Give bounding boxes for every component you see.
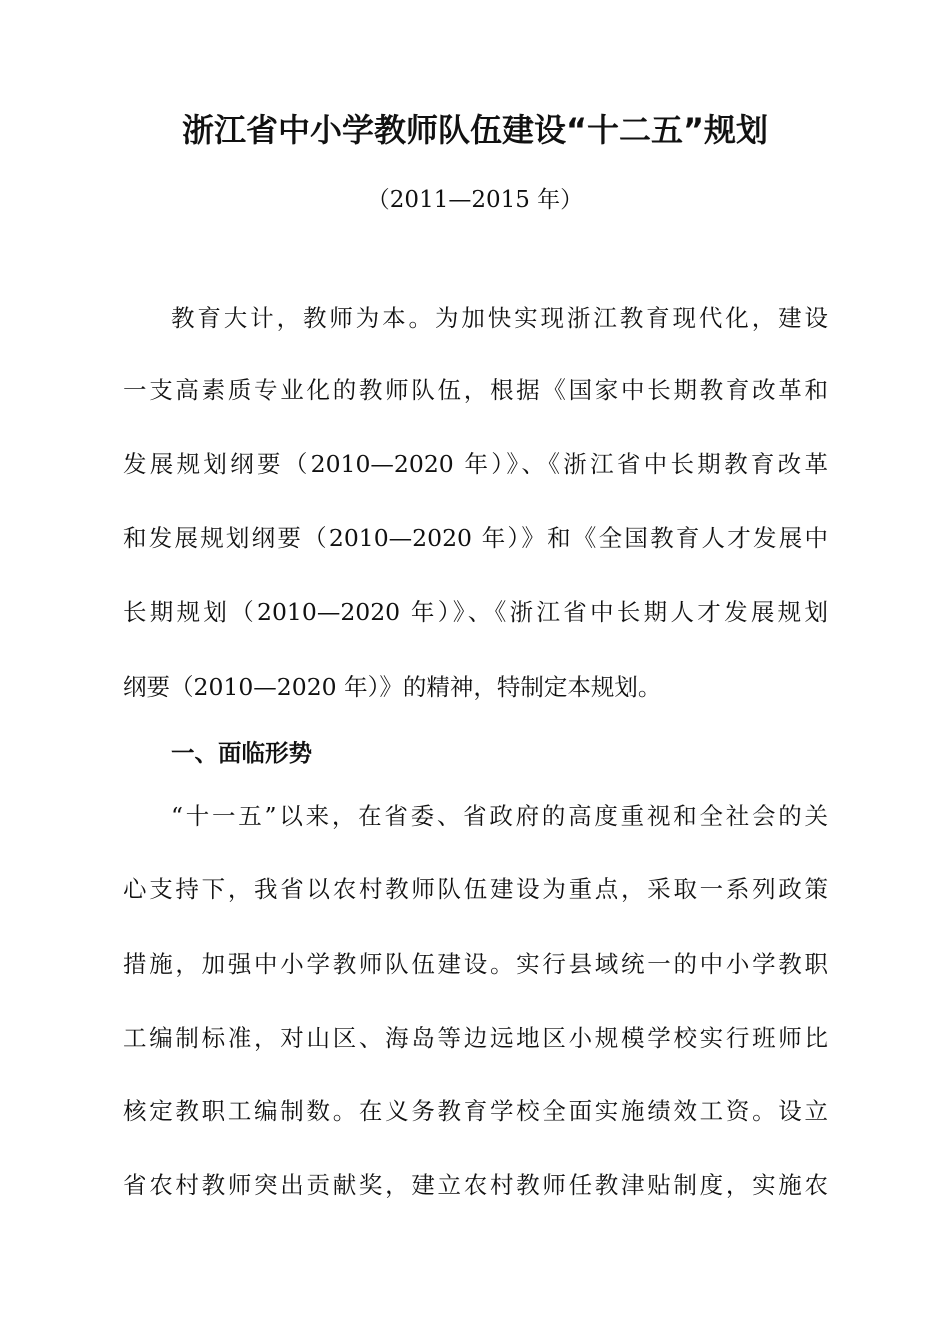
section-line: “十一五”以来，在省委、省政府的高度重视和全社会的关 — [171, 802, 828, 830]
section-line: 省农村教师突出贡献奖，建立农村教师任教津贴制度，实施农 — [123, 1171, 828, 1199]
section-line: 核定教职工编制数。在义务教育学校全面实施绩效工资。设立 — [123, 1097, 828, 1125]
intro-line: 发展规划纲要（2010—2020 年）》、《浙江省中长期教育改革 — [123, 450, 828, 478]
intro-line: 长期规划（2010—2020 年）》、《浙江省中长期人才发展规划 — [123, 598, 828, 626]
intro-line: 和发展规划纲要（2010—2020 年）》和《全国教育人才发展中 — [123, 524, 828, 552]
section-heading: 一、面临形势 — [171, 739, 312, 767]
intro-line: 一支高素质专业化的教师队伍，根据《国家中长期教育改革和 — [123, 376, 828, 404]
document-subtitle: （2011—2015 年） — [366, 187, 584, 213]
document-title: 浙江省中小学教师队伍建设“十二五”规划 — [181, 111, 769, 149]
section-line: 措施，加强中小学教师队伍建设。实行县域统一的中小学教职 — [123, 950, 828, 978]
intro-line: 教育大计，教师为本。为加快实现浙江教育现代化，建设 — [171, 304, 828, 332]
section-line: 工编制标准，对山区、海岛等边远地区小规模学校实行班师比 — [123, 1024, 828, 1052]
section-line: 心支持下，我省以农村教师队伍建设为重点，采取一系列政策 — [123, 875, 828, 903]
intro-line: 纲要（2010—2020 年）》的精神，特制定本规划。 — [123, 673, 662, 701]
